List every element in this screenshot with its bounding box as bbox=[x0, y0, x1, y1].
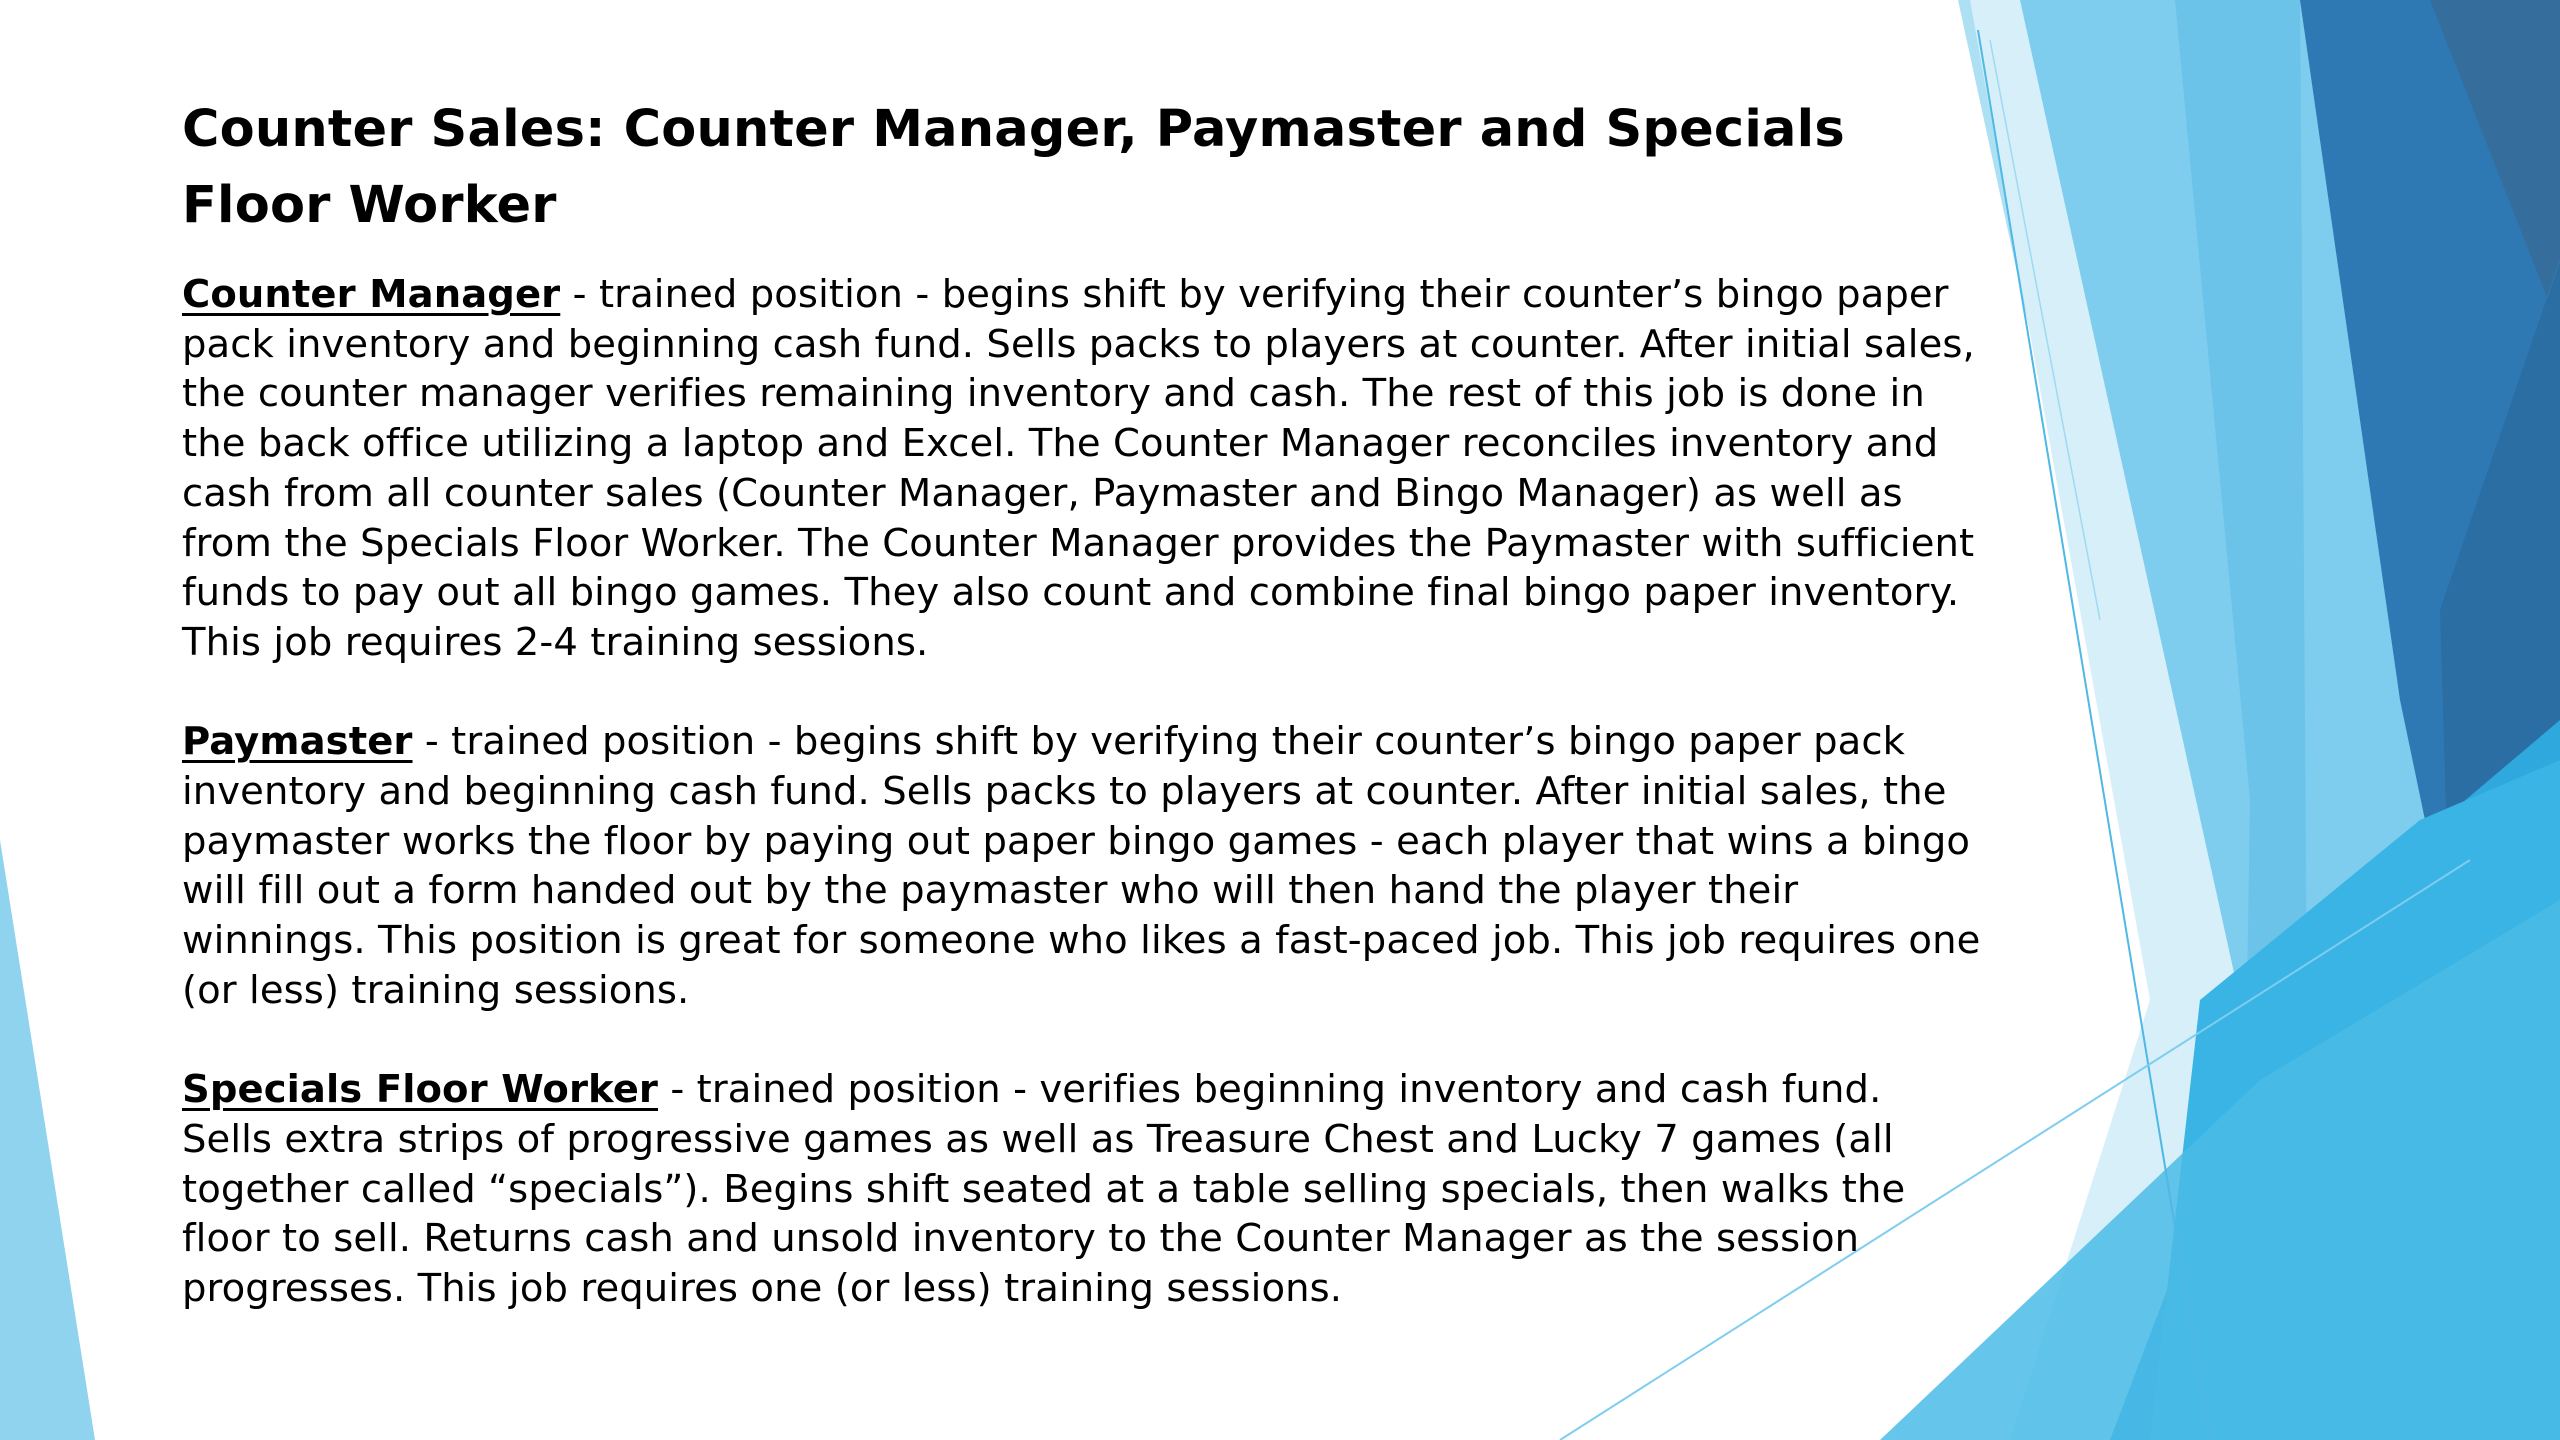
section-heading: Specials Floor Worker bbox=[182, 1067, 658, 1113]
section-heading: Paymaster bbox=[182, 719, 413, 765]
slide-title: Counter Sales: Counter Manager, Paymaster and Specials Floor Worker bbox=[182, 100, 1845, 235]
section-body: - trained position - begins shift by verifying their counter’s bingo paper pack inventory and beginning cash fund. Sells packs to players at counter. After initial sales, the counter manager verifies remaining inventory and cash. The rest of this job is done in the back office utilizing a laptop and Excel. The Counter Manager reconciles inventory and cash from all counter sales (Counter Manager, Paymaster and Bingo Manager) as well as from the Specials Floor Worker. The Counter Manager provides the Paymaster with sufficient funds to pay out all bingo games. They also count and combine final bingo paper inventory. This job requires 2-4 training sessions. bbox=[182, 272, 1975, 665]
section-body: - trained position - begins shift by verifying their counter’s bingo paper pack inventory and beginning cash fund. Sells packs to players at counter. After initial sales, the paymaster works the floor by paying out paper bingo games - each player that wins a bingo will fill out a form handed out by the paymaster who will then hand the player their winnings. This position is great for someone who likes a fast-paced job. This job requires one (or less) training sessions. bbox=[182, 719, 1981, 1013]
section-body: - trained position - verifies beginning inventory and cash fund. Sells extra strips of progressive games as well as Treasure Chest and Lucky 7 games (all together called “specials”). Begins shift seated at a table selling specials, then walks the floor to sell. Returns cash and unsold inventory to the Counter Manager as the session progresses. This job requires one (or less) training sessions. bbox=[182, 1067, 1906, 1312]
section-paymaster bbox=[182, 717, 1982, 1015]
section-specials-floor-worker bbox=[182, 1065, 1982, 1314]
slide-content bbox=[182, 92, 1982, 1314]
section-heading: Counter Manager bbox=[182, 272, 561, 317]
left-edge-shape bbox=[0, 840, 95, 1440]
section-counter-manager bbox=[182, 270, 1982, 668]
